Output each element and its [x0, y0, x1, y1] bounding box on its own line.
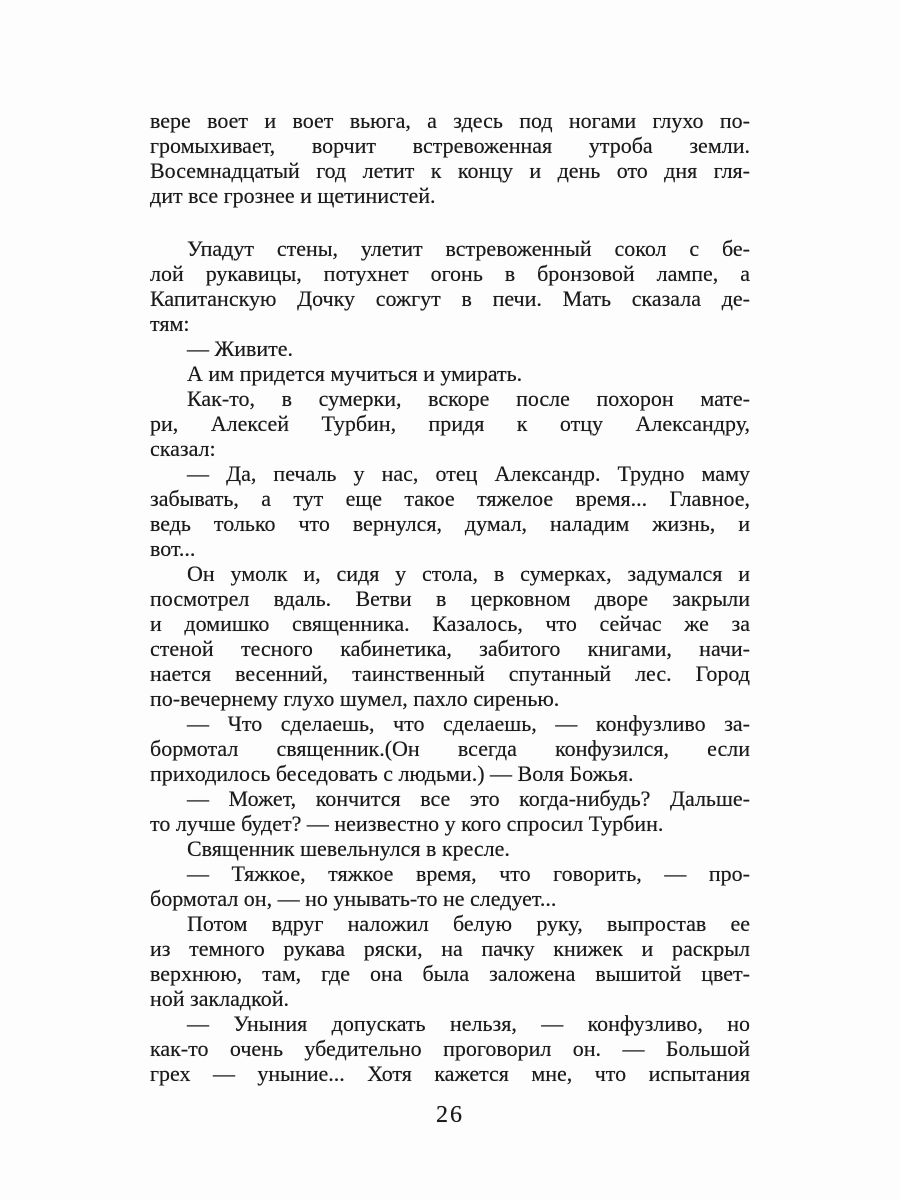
text-line: вот... [150, 536, 196, 561]
paragraph [150, 236, 750, 336]
text-line: — Да, печаль у нас, отец Александр. Трудно маму [187, 461, 750, 486]
text-line: забывать, а тут еще такое тяжелое время... Главное, [150, 486, 750, 511]
paragraph [150, 911, 750, 1011]
text-line: — Уныния допускать нельзя, — конфузливо, но [187, 1011, 750, 1036]
text-line: Упадут стены, улетит встревоженный сокол с бе- [187, 236, 750, 261]
page-text-block [150, 108, 750, 1086]
text-line: А им придется мучиться и умирать. [187, 361, 523, 386]
text-line: — Может, кончится все это когда-нибудь? Дальше- [187, 786, 750, 811]
paragraph [150, 711, 750, 786]
text-line: Он умолк и, сидя у стола, в сумерках, задумался и [187, 561, 750, 586]
paragraph [150, 561, 750, 711]
page-number: 26 [436, 1102, 464, 1128]
text-line: лой рукавицы, потухнет огонь в бронзовой лампе, а [150, 261, 750, 286]
text-line: — Тяжкое, тяжкое время, что говорить, — про- [187, 861, 750, 886]
text-line: по-вечернему глухо шумел, пахло сиренью. [150, 686, 560, 711]
paragraph [150, 836, 750, 861]
text-line: грех — уныние... Хотя кажется мне, что испытания [150, 1061, 750, 1086]
text-line: стеной тесного кабинетика, забитого книгами, начи- [150, 636, 750, 661]
text-line: громыхивает, ворчит встревоженная утроба земли. [150, 133, 750, 158]
text-line: как-то очень убедительно проговорил он. — Большой [150, 1036, 750, 1061]
text-line: посмотрел вдаль. Ветви в церковном дворе закрыли [150, 586, 750, 611]
text-line: Священник шевельнулся в кресле. [187, 836, 510, 861]
text-line: Как-то, в сумерки, вскоре после похорон мате- [187, 386, 750, 411]
text-line: то лучше будет? — неизвестно у кого спросил Турбин. [150, 811, 664, 836]
text-line: сказал: [150, 436, 216, 461]
text-line: приходилось беседовать с людьми.) — Воля Божья. [150, 761, 634, 786]
text-line: ной закладкой. [150, 986, 289, 1011]
text-line: Капитанскую Дочку сожгут в печи. Мать сказала де- [150, 286, 750, 311]
text-line: из темного рукава ряски, на пачку книжек и раскрыл [150, 936, 750, 961]
paragraph [150, 861, 750, 911]
text-line: тям: [150, 311, 190, 336]
text-line: бормотал он, — но унывать-то не следует... [150, 886, 557, 911]
paragraph [150, 336, 750, 361]
text-line: верхнюю, там, где она была заложена вышитой цвет- [150, 961, 750, 986]
text-line: — Что сделаешь, что сделаешь, — конфузливо за- [187, 711, 750, 736]
paragraph [150, 1011, 750, 1086]
text-line: и домишко священника. Казалось, что сейчас же за [150, 611, 750, 636]
text-line: дит все грознее и щетинистей. [150, 183, 436, 208]
text-line: ведь только что вернулся, думал, наладим жизнь, и [150, 511, 750, 536]
text-line: — Живите. [187, 336, 294, 361]
paragraph [150, 108, 750, 208]
paragraph [150, 386, 750, 461]
paragraph [150, 361, 750, 386]
paragraph [150, 461, 750, 561]
text-line: ри, Алексей Турбин, придя к отцу Александру, [150, 411, 750, 436]
text-line: Потом вдруг наложил белую руку, выпростав ее [187, 911, 750, 936]
paragraph [150, 786, 750, 836]
text-line: бормотал священник.(Он всегда конфузился, если [150, 736, 750, 761]
text-line: нается весенний, таинственный спутанный лес. Город [150, 661, 750, 686]
text-line: вере воет и воет вьюга, а здесь под ногами глухо по- [150, 108, 750, 133]
text-line: Восемнадцатый год летит к концу и день ото дня гля- [150, 158, 750, 183]
